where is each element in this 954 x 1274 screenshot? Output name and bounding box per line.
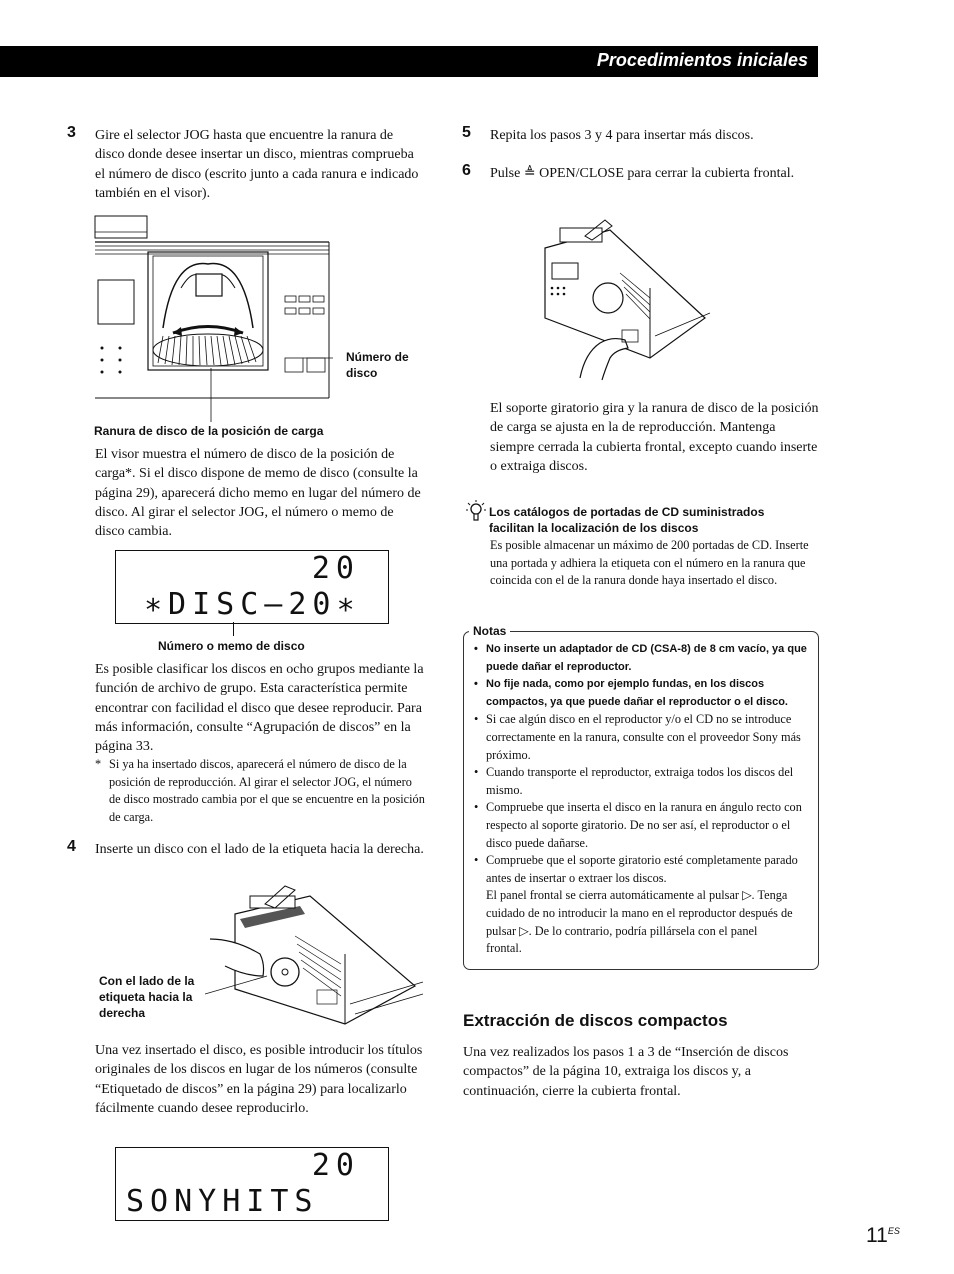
paragraph-turntable: El soporte giratorio gira y la ranura de disco de la posición de carga se ajusta en la de reproducción. Mantenga siempre cerrada la cubierta frontal, excepto cuando inserte o extraiga discos. (490, 401, 819, 474)
step-6-pre: Pulse (490, 166, 524, 181)
step-6-text (490, 164, 800, 183)
notes-list-wrap (463, 641, 813, 958)
note-item: • Compruebe que inserta el disco en la ranura en ángulo recto con respecto al soporte giratorio. De no ser así, el reproductor o el disco puede dañarse. (463, 799, 813, 852)
step-6-number: 6 (462, 162, 471, 179)
label-label-side: Con el lado de la etiqueta hacia la derecha (99, 974, 195, 1020)
note-extra-c: . De lo contrario, podría pillársela con el panel frontal. (486, 923, 758, 956)
note-item: • Compruebe que el soporte giratorio esté completamente parado antes de insertar o extraer los discos. (463, 852, 813, 887)
notes-list (463, 641, 813, 887)
lcd-disc-text: ∗DISC–20∗ (144, 587, 361, 622)
note-extra (463, 887, 796, 957)
play-symbol: ▷ (519, 923, 529, 938)
page-number-suffix: ES (887, 1226, 900, 1236)
tip-text: Es posible almacenar un máximo de 200 portadas de CD. Inserte una portada y adhiera la etiqueta con el número en la ranura que coincida con el de la ranura donde haya insertado el disco. (490, 538, 809, 588)
lcd-disc-number: 20 (311, 551, 360, 586)
section-heading: Extracción de discos compactos (463, 1011, 728, 1030)
section-header (0, 46, 818, 77)
lightbulb-icon (466, 500, 486, 524)
note-item: • Si cae algún disco en el reproductor y/o el CD no se introduce correctamente en la ranura, consulte con el proveedor Sony más próximo. (463, 711, 813, 764)
step-4-number: 4 (67, 838, 76, 855)
section-text: Una vez realizados los pasos 1 a 3 de “Inserción de discos compactos” de la página 10, extraiga los discos y, a continuación, cierre la cubierta frontal. (463, 1045, 789, 1099)
note-item: • No inserte un adaptador de CD (CSA-8) de 8 cm vacío, ya que puede dañar el reproductor. (463, 641, 813, 676)
paragraph-groups: Es posible clasificar los discos en ocho grupos mediante la función de archivo de grupo. Esta característica permite encontrar con facilidad el disco que desee reproducir. Para más información, consulte “Agrupación de discos” en la página 33. (95, 662, 424, 755)
insert-disc-illustration (205, 884, 425, 1036)
caption-leader-line (233, 622, 234, 636)
paragraph-titles: Una vez insertado el disco, es posible introducir los títulos originales de los discos en lugar de los números (consulte “Etiquetado de discos” en la página 29) para localizarlo fácilmente cuando desee reproducirlo. (95, 1043, 423, 1116)
step-6-post: OPEN/CLOSE para cerrar la cubierta frontal. (535, 166, 795, 181)
note-item: • Cuando transporte el reproductor, extraiga todos los discos del mismo. (463, 764, 813, 799)
page-number (866, 1224, 900, 1248)
step-5-number: 5 (462, 124, 471, 141)
page-number-value: 11 (866, 1224, 888, 1247)
footnote-mark: * (95, 757, 102, 771)
play-symbol: ▷ (742, 888, 752, 903)
note-item: • No fije nada, como por ejemplo fundas, en los discos compactos, ya que puede dañar el reproductor o el disco. (463, 676, 813, 711)
lcd-display-disc (115, 550, 389, 624)
footnote-text: Si ya ha insertado discos, aparecerá el número de disco de la posición de reproducción. Al girar el selector JOG, el número de disco mostrado cambia por el que se encuentre en la posición de carga. (109, 757, 425, 824)
step-4-text: Inserte un disco con el lado de la etiqueta hacia la derecha. (95, 842, 424, 857)
step-3-text: Gire el selector JOG hasta que encuentre la ranura de disco donde desee insertar un disco, mientras comprueba el número de disco (escrito junto a cada ranura e indicado también en el visor). (95, 128, 419, 201)
lcd-display-title (115, 1147, 389, 1221)
step-5-text: Repita los pasos 3 y 4 para insertar más discos. (490, 128, 754, 143)
section-title: Procedimientos iniciales (596, 50, 808, 70)
note-extra-b: . Tenga cuidado de no introducir la mano en el reproductor después de pulsar (486, 888, 793, 938)
turntable-illustration (93, 208, 333, 423)
open-close-symbol: ≜ (523, 166, 536, 181)
close-cover-illustration (540, 218, 715, 383)
lcd-title-number: 20 (311, 1148, 360, 1183)
tip-title: Los catálogos de portadas de CD suministrados facilitan la localización de los discos (489, 505, 765, 535)
note-extra-a: El panel frontal se cierra automáticamente al pulsar (486, 888, 743, 903)
caption-disc-memo: Número o memo de disco (158, 639, 305, 653)
notes-title: Notas (469, 623, 510, 639)
paragraph-display-info: El visor muestra el número de disco de la posición de carga*. Si el disco dispone de memo de disco (consulte la página 29), aparecerá dicho memo en lugar del número de disco. Al girar el selector JOG, el número o memo de disco cambia. (95, 447, 421, 540)
lcd-title-text: SONYHITS (126, 1184, 319, 1219)
label-disc-number: Número de disco (346, 350, 409, 380)
step-3-number: 3 (67, 124, 76, 141)
label-loading-slot: Ranura de disco de la posición de carga (94, 424, 324, 438)
